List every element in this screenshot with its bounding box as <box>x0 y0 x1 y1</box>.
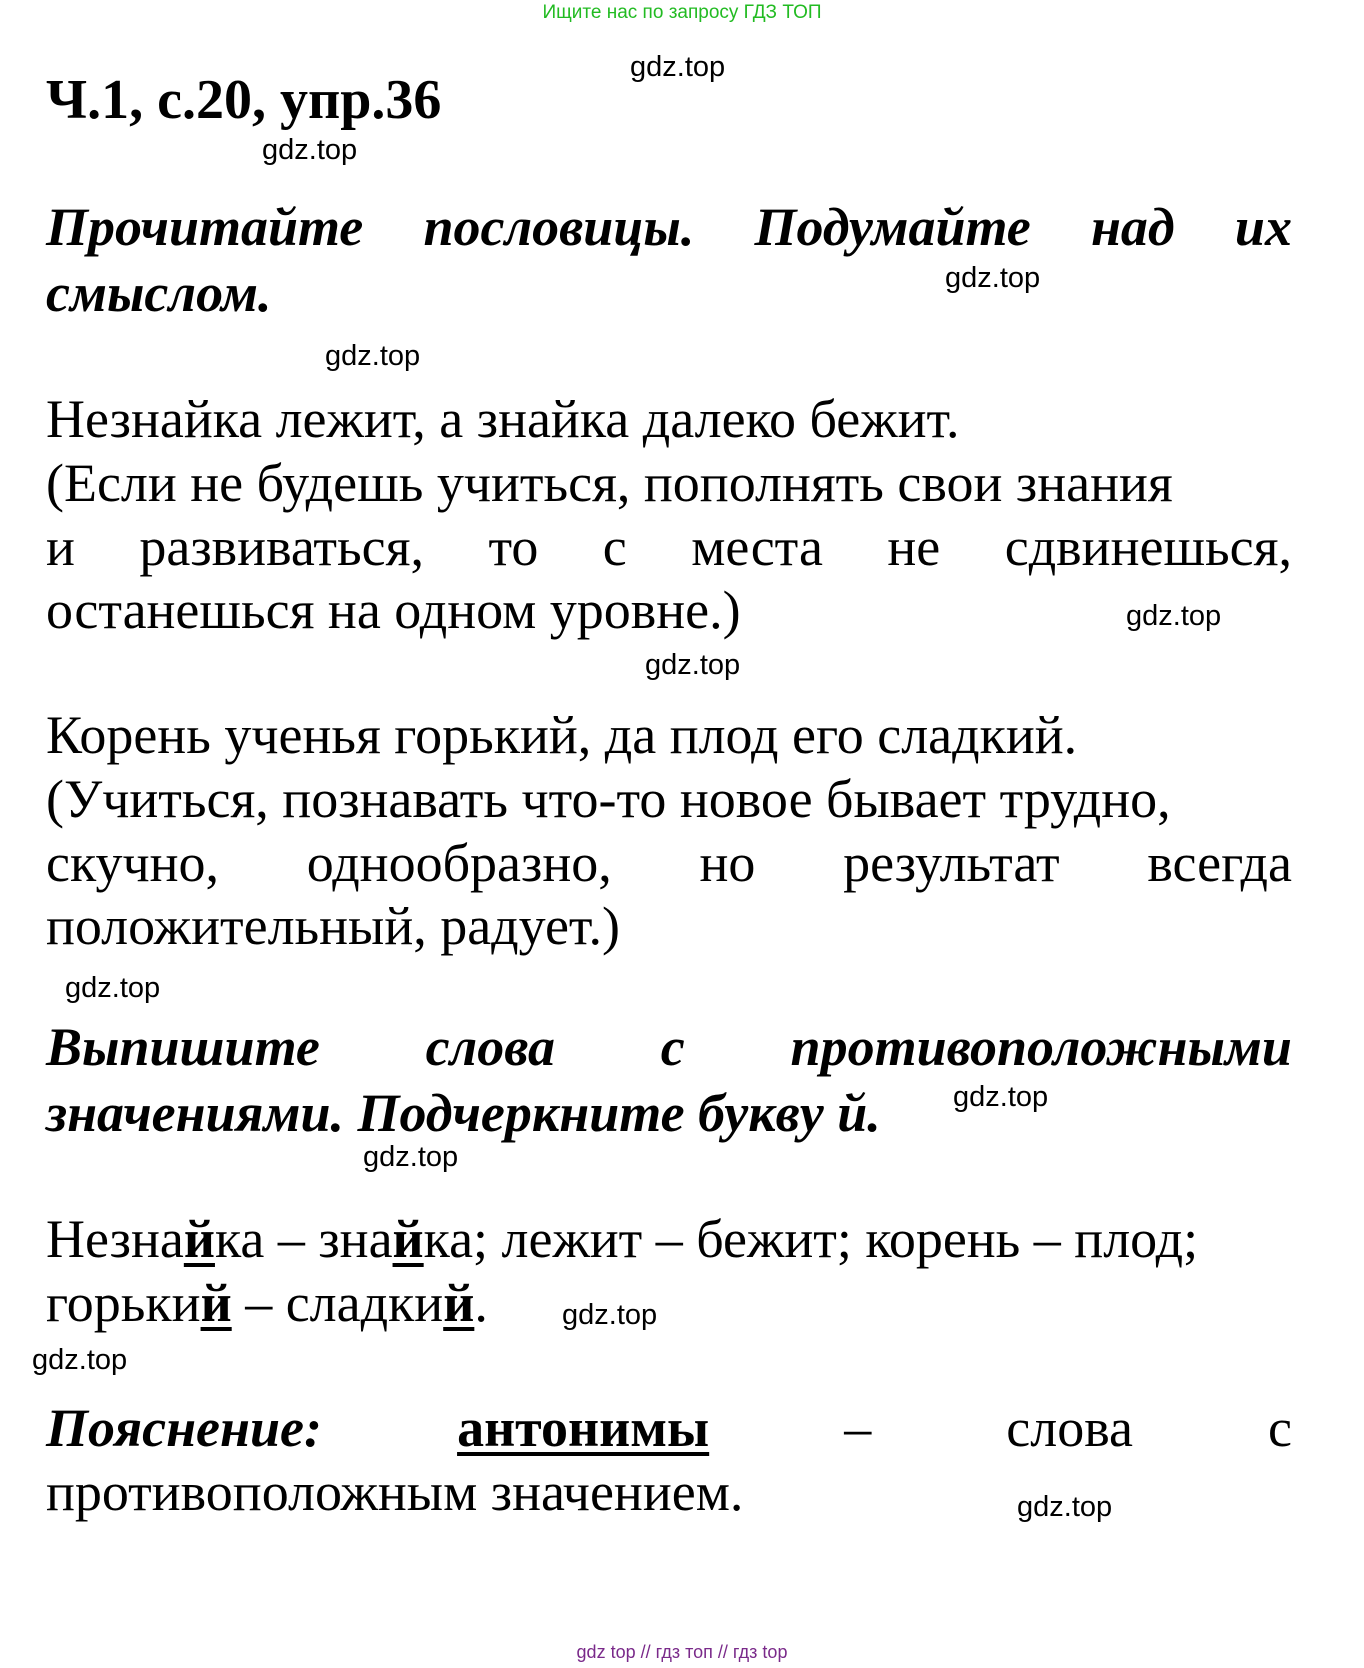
underlined-letter: й <box>392 1209 424 1269</box>
watermark: gdz.top <box>1126 600 1222 632</box>
proverb1-explanation-line2: и развиваться, то с места не сдвинешься, <box>46 517 1292 577</box>
watermark: gdz.top <box>65 972 161 1004</box>
task2-line1: Выпишите слова с противоположными <box>46 1017 1292 1077</box>
answer-line2: горький – сладкий. <box>46 1273 488 1333</box>
watermark: gdz.top <box>325 340 421 372</box>
watermark: gdz.top <box>363 1141 459 1173</box>
task2-line2: значениями. Подчеркните букву й. <box>46 1083 881 1143</box>
watermark: gdz.top <box>945 262 1041 294</box>
watermark: gdz.top <box>262 134 358 166</box>
proverb2-text: Корень ученья горький, да плод его сладкий. <box>46 705 1078 765</box>
underlined-letter: й <box>443 1273 475 1333</box>
explanation-line1: Пояснение: антонимы – слова с <box>46 1398 1292 1458</box>
proverb2-explanation-line1: (Учиться, познавать что-то новое бывает трудно, <box>46 769 1171 829</box>
watermark: gdz.top <box>562 1299 658 1331</box>
watermark: gdz.top <box>32 1344 128 1376</box>
answer-line1: Незнайка – знайка; лежит – бежит; корень – плод; <box>46 1209 1199 1269</box>
bottom-banner: gdz top // гдз топ // гдз top <box>576 1642 788 1662</box>
task1-line2: смыслом. <box>46 263 272 323</box>
page-title: Ч.1, с.20, упр.36 <box>46 69 442 131</box>
proverb1-explanation-line3: останешься на одном уровне.) <box>46 580 741 640</box>
watermark: gdz.top <box>1017 1491 1113 1523</box>
proverb1-explanation-line1: (Если не будешь учиться, пополнять свои знания <box>46 453 1173 513</box>
underlined-letter: й <box>183 1209 215 1269</box>
proverb2-explanation-line2: скучно, однообразно, но результат всегда <box>46 833 1292 893</box>
proverb2-explanation-line3: положительный, радует.) <box>46 896 620 956</box>
task1-line1: Прочитайте пословицы. Подумайте над их <box>46 197 1292 257</box>
top-banner: Ищите нас по запросу ГДЗ ТОП <box>542 2 822 23</box>
watermark: gdz.top <box>630 51 726 83</box>
proverb1-text: Незнайка лежит, а знайка далеко бежит. <box>46 389 960 449</box>
underlined-letter: й <box>200 1273 232 1333</box>
explanation-term: антонимы <box>457 1398 710 1458</box>
explanation-line2: противоположным значением. <box>46 1462 744 1522</box>
watermark: gdz.top <box>645 649 741 681</box>
explanation-label: Пояснение: <box>46 1398 322 1458</box>
watermark: gdz.top <box>953 1081 1049 1113</box>
